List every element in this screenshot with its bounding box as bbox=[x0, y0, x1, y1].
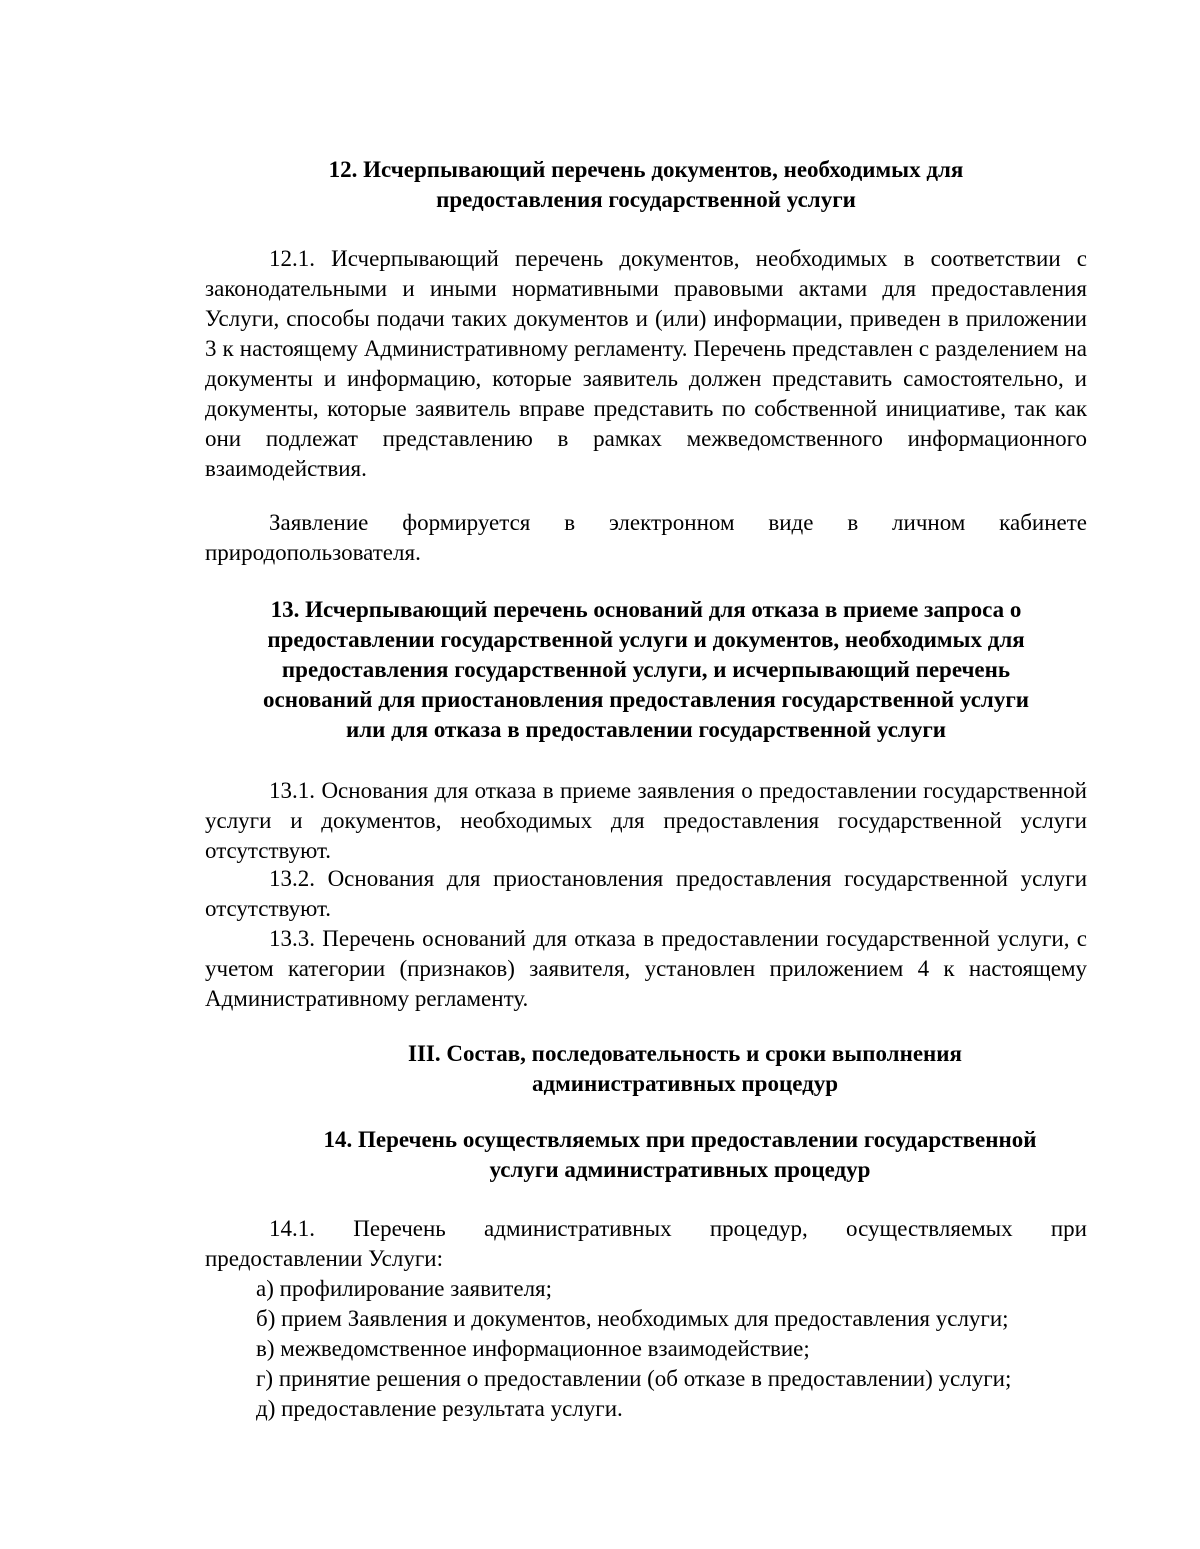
list-item: д) предоставление результата услуги. bbox=[256, 1396, 623, 1421]
section-13-heading-line-2: предоставлении государственной услуги и документов, необходимых для bbox=[267, 627, 1025, 652]
section-12-heading-line-1: 12. Исчерпывающий перечень документов, необходимых для bbox=[328, 157, 964, 182]
section-iii-heading bbox=[290, 1039, 1080, 1099]
paragraph-13-1: 13.1. Основания для отказа в приеме заявления о предоставлении государственной услуги и документов, необходимых для предоставления государственной услуги отсутствуют. bbox=[205, 778, 1087, 863]
section-iii-heading-line-1: III. Состав, последовательность и сроки выполнения bbox=[408, 1041, 962, 1066]
section-14-heading-line-2: услуги административных процедур bbox=[489, 1157, 871, 1182]
section-14-heading bbox=[230, 1125, 1130, 1185]
section-13-heading-line-3: предоставления государственной услуги, и исчерпывающий перечень bbox=[281, 657, 1011, 682]
paragraph-12-1-note: Заявление формируется в электронном виде в личном кабинете природопользователя. bbox=[205, 510, 1087, 565]
paragraph-14-1: 14.1. Перечень административных процедур, осуществляемых при предоставлении Услуги: bbox=[205, 1216, 1087, 1271]
section-14-heading-line-1: 14. Перечень осуществляемых при предоставлении государственной bbox=[323, 1127, 1037, 1152]
section-13-heading-line-5: или для отказа в предоставлении государственной услуги bbox=[345, 717, 947, 742]
list-item: г) принятие решения о предоставлении (об отказе в предоставлении) услуги; bbox=[256, 1366, 1012, 1391]
paragraph-13-2: 13.2. Основания для приостановления предоставления государственной услуги отсутствуют. bbox=[205, 866, 1087, 921]
section-13-heading bbox=[205, 595, 1087, 745]
list-item: б) прием Заявления и документов, необходимых для предоставления услуги; bbox=[256, 1306, 1009, 1331]
list-item: а) профилирование заявителя; bbox=[256, 1276, 553, 1301]
list-item: в) межведомственное информационное взаимодействие; bbox=[256, 1336, 810, 1361]
section-13-heading-line-4: оснований для приостановления предоставления государственной услуги bbox=[262, 687, 1030, 712]
section-12-heading bbox=[205, 155, 1087, 215]
section-12-heading-line-2: предоставления государственной услуги bbox=[436, 187, 856, 212]
paragraph-13-3: 13.3. Перечень оснований для отказа в предоставлении государственной услуги, с учетом категории (признаков) заявителя, установлен приложением 4 к настоящему Административному регламенту. bbox=[205, 926, 1087, 1011]
section-iii-heading-line-2: административных процедур bbox=[531, 1071, 839, 1096]
section-13-heading-line-1: 13. Исчерпывающий перечень оснований для отказа в приеме запроса о bbox=[270, 597, 1022, 622]
paragraph-12-1: 12.1. Исчерпывающий перечень документов, необходимых в соответствии с законодательными и иными нормативными правовыми актами для предоставления Услуги, способы подачи таких документов и (или) информации, приведен в приложении 3 к настоящему Административному регламенту. Перечень представлен с разделением на документы и информацию, которые заявитель должен представить самостоятельно, и документы, которые заявитель вправе представить по собственной инициативе, так как они подлежат представлению в рамках межведомственного информационного взаимодействия. bbox=[205, 246, 1087, 481]
